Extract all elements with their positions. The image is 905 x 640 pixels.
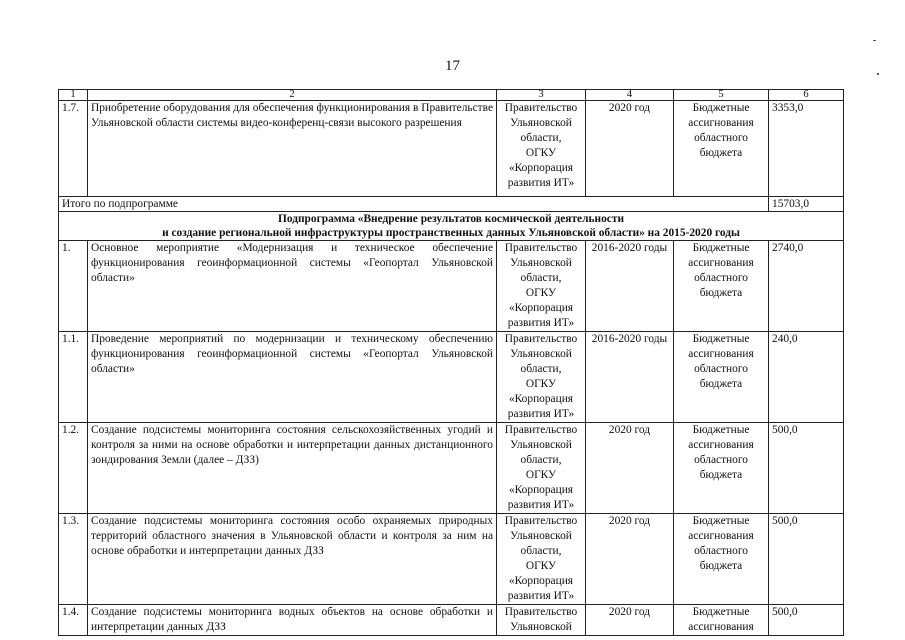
responsible-agency: [497, 101, 586, 197]
responsible-agency-line: ОГКУ: [525, 378, 557, 390]
responsible-agency-line: области,: [520, 454, 562, 466]
funding-source-line: ассигнования: [688, 117, 754, 129]
scan-artifact: [877, 73, 879, 75]
table-row: [59, 332, 844, 423]
budget-table: [58, 89, 844, 636]
funding-source-line: ассигнования: [688, 257, 754, 269]
item-number: 1.7.: [59, 101, 88, 197]
responsible-agency-line: «Корпорация: [508, 302, 574, 314]
subprogram-title: [59, 212, 844, 241]
responsible-agency-line: ОГКУ: [525, 287, 557, 299]
column-number: 2: [88, 90, 497, 101]
item-description: Создание подсистемы мониторинга состояния особо охраняемых природных территорий областного значения в Ульяновской области и контроля за ним на основе обработки и интерпретации данных ДЗЗ: [88, 514, 497, 605]
funding-source-line: Бюджетные: [692, 102, 750, 114]
funding-source: [674, 241, 769, 332]
funding-source-line: бюджета: [699, 560, 743, 572]
funding-source-line: бюджета: [699, 287, 743, 299]
table-body: [59, 90, 844, 636]
implementation-period: 2016-2020 годы: [586, 332, 674, 423]
column-number: 3: [497, 90, 586, 101]
responsible-agency-line: «Корпорация: [508, 484, 574, 496]
funding-source-line: областного: [694, 363, 748, 375]
responsible-agency: [497, 605, 586, 636]
table-row: [59, 101, 844, 197]
funding-source-line: областного: [694, 132, 748, 144]
funding-source-line: Бюджетные: [692, 515, 750, 527]
responsible-agency-line: Ульяновской: [510, 530, 572, 542]
responsible-agency: [497, 332, 586, 423]
responsible-agency-line: Ульяновской: [510, 117, 572, 129]
responsible-agency-line: Правительство: [504, 515, 578, 527]
page-number: 17: [445, 58, 460, 74]
funding-amount: 500,0: [769, 514, 844, 605]
funding-source-line: областного: [694, 545, 748, 557]
funding-source-line: ассигнования: [688, 439, 754, 451]
scan-artifact: [873, 40, 876, 41]
funding-source-line: областного: [694, 272, 748, 284]
responsible-agency-line: Правительство: [504, 606, 578, 618]
responsible-agency-line: Ульяновской: [510, 439, 572, 451]
responsible-agency-line: ОГКУ: [525, 560, 557, 572]
funding-amount: 500,0: [769, 605, 844, 636]
responsible-agency-line: развития ИТ»: [507, 177, 575, 189]
funding-source-line: бюджета: [699, 378, 743, 390]
funding-amount: 500,0: [769, 423, 844, 514]
responsible-agency-line: развития ИТ»: [507, 590, 575, 602]
funding-source-line: ассигнования: [688, 621, 754, 633]
responsible-agency-line: Ульяновской: [510, 257, 572, 269]
column-number: 6: [769, 90, 844, 101]
responsible-agency-line: Ульяновской: [510, 348, 572, 360]
implementation-period: 2020 год: [586, 514, 674, 605]
funding-source: [674, 332, 769, 423]
funding-source-line: ассигнования: [688, 348, 754, 360]
responsible-agency-line: Правительство: [504, 424, 578, 436]
responsible-agency-line: «Корпорация: [508, 162, 574, 174]
implementation-period: 2016-2020 годы: [586, 241, 674, 332]
implementation-period: 2020 год: [586, 423, 674, 514]
total-amount: 15703,0: [769, 197, 844, 212]
item-number: 1.1.: [59, 332, 88, 423]
funding-amount: 2740,0: [769, 241, 844, 332]
funding-source-line: областного: [694, 454, 748, 466]
funding-amount: 3353,0: [769, 101, 844, 197]
responsible-agency-line: ОГКУ: [525, 469, 557, 481]
funding-source: [674, 101, 769, 197]
responsible-agency-line: области,: [520, 545, 562, 557]
implementation-period: 2020 год: [586, 101, 674, 197]
funding-source-line: ассигнования: [688, 530, 754, 542]
responsible-agency-line: области,: [520, 272, 562, 284]
item-number: 1.3.: [59, 514, 88, 605]
funding-source-line: бюджета: [699, 147, 743, 159]
funding-amount: 240,0: [769, 332, 844, 423]
table-row: [59, 241, 844, 332]
column-number: 4: [586, 90, 674, 101]
funding-source-line: бюджета: [699, 469, 743, 481]
responsible-agency-line: развития ИТ»: [507, 499, 575, 511]
funding-source: [674, 514, 769, 605]
responsible-agency-line: Правительство: [504, 102, 578, 114]
responsible-agency-line: Правительство: [504, 242, 578, 254]
subprogram-title-line: Подпрограмма «Внедрение результатов космической деятельности: [277, 213, 625, 225]
responsible-agency-line: ОГКУ: [525, 147, 557, 159]
subprogram-header-row: [59, 212, 844, 241]
responsible-agency: [497, 423, 586, 514]
column-number: 5: [674, 90, 769, 101]
responsible-agency-line: области,: [520, 363, 562, 375]
responsible-agency: [497, 241, 586, 332]
item-number: 1.2.: [59, 423, 88, 514]
responsible-agency-line: Ульяновской: [510, 621, 572, 633]
column-number-row: [59, 90, 844, 101]
funding-source-line: Бюджетные: [692, 606, 750, 618]
responsible-agency-line: развития ИТ»: [507, 317, 575, 329]
responsible-agency-line: «Корпорация: [508, 575, 574, 587]
total-label: Итого по подпрограмме: [59, 197, 769, 212]
responsible-agency-line: развития ИТ»: [507, 408, 575, 420]
funding-source: [674, 605, 769, 636]
item-description: Создание подсистемы мониторинга водных объектов на основе обработки и интерпретации данных ДЗЗ: [88, 605, 497, 636]
responsible-agency-line: области,: [520, 132, 562, 144]
item-number: 1.: [59, 241, 88, 332]
table-row: [59, 605, 844, 636]
table-row: [59, 423, 844, 514]
total-row: [59, 197, 844, 212]
funding-source-line: Бюджетные: [692, 424, 750, 436]
subprogram-title-line: и создание региональной инфраструктуры пространственных данных Ульяновской области» на 2015-2020 годы: [162, 227, 740, 239]
item-number: 1.4.: [59, 605, 88, 636]
item-description: Приобретение оборудования для обеспечения функционирования в Правительстве Ульяновской области системы видео-конференц-связи высокого разрешения: [88, 101, 497, 197]
responsible-agency: [497, 514, 586, 605]
responsible-agency-line: «Корпорация: [508, 393, 574, 405]
funding-source-line: Бюджетные: [692, 333, 750, 345]
implementation-period: 2020 год: [586, 605, 674, 636]
item-description: Проведение мероприятий по модернизации и техническому обеспечению функционирования геоинформационной системы «Геопортал Ульяновской области»: [88, 332, 497, 423]
column-number: 1: [59, 90, 88, 101]
item-description: Создание подсистемы мониторинга состояния сельскохозяйственных угодий и контроля за ними на основе обработки и интерпретации данных дистанционного зондирования Земли (далее – ДЗЗ): [88, 423, 497, 514]
table-row: [59, 514, 844, 605]
responsible-agency-line: Правительство: [504, 333, 578, 345]
funding-source-line: Бюджетные: [692, 242, 750, 254]
funding-source: [674, 423, 769, 514]
item-description: Основное мероприятие «Модернизация и техническое обеспечение функционирования геоинформационной системы «Геопортал Ульяновской области»: [88, 241, 497, 332]
